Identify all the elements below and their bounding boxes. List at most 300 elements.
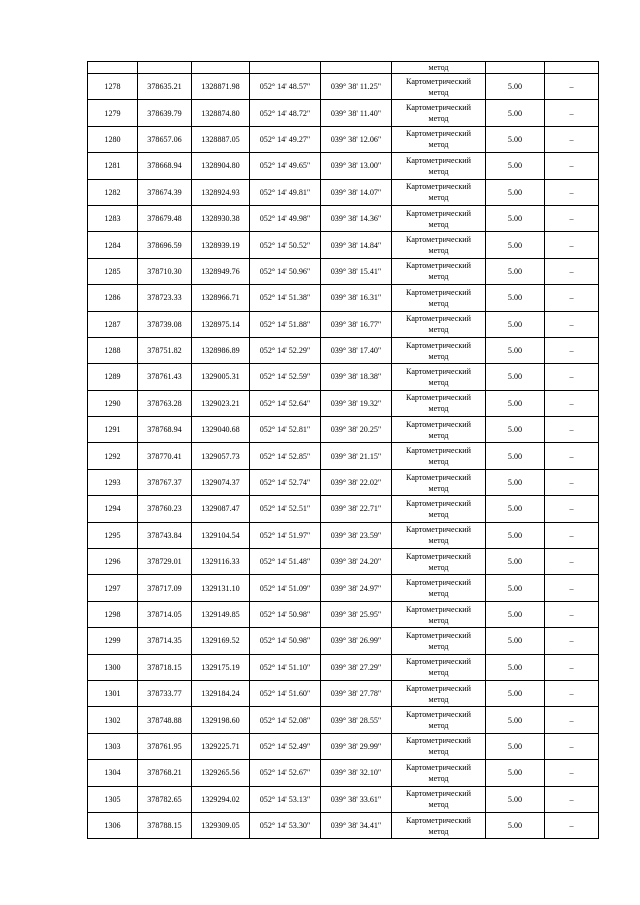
method-cell bbox=[392, 469, 486, 495]
y-coordinate-cell: 1328887.05 bbox=[192, 126, 250, 152]
point-number-cell: 1302 bbox=[88, 707, 138, 733]
method-line-2: метод bbox=[428, 562, 449, 572]
method-line-2: метод bbox=[428, 377, 449, 387]
method-line-1: Картометрический bbox=[406, 261, 471, 271]
x-coordinate-cell: 378639.79 bbox=[138, 100, 192, 126]
note-cell: – bbox=[545, 601, 599, 627]
x-coordinate-cell: 378760.23 bbox=[138, 496, 192, 522]
method-line-1: Картометрический bbox=[406, 789, 471, 799]
longitude-cell: 039° 38' 26.99" bbox=[321, 628, 392, 654]
method-line-2: метод bbox=[428, 246, 449, 256]
method-cell bbox=[392, 364, 486, 390]
accuracy-cell: 5.00 bbox=[486, 258, 545, 284]
method-line-2: метод bbox=[428, 483, 449, 493]
x-coordinate-cell: 378679.48 bbox=[138, 205, 192, 231]
point-number-cell: 1293 bbox=[88, 469, 138, 495]
note-cell: – bbox=[545, 337, 599, 363]
point-number-cell: 1306 bbox=[88, 812, 138, 838]
method-line-2: метод bbox=[428, 298, 449, 308]
method-line-2: метод bbox=[428, 404, 449, 414]
longitude-cell: 039° 38' 12.06" bbox=[321, 126, 392, 152]
method-cell bbox=[392, 126, 486, 152]
method-cell bbox=[392, 100, 486, 126]
accuracy-cell: 5.00 bbox=[486, 126, 545, 152]
longitude-cell: 039° 38' 24.97" bbox=[321, 575, 392, 601]
y-coordinate-cell: 1328949.76 bbox=[192, 258, 250, 284]
note-cell: – bbox=[545, 417, 599, 443]
point-number-cell: 1294 bbox=[88, 496, 138, 522]
x-coordinate-cell: 378768.21 bbox=[138, 760, 192, 786]
x-coordinate-cell: 378782.65 bbox=[138, 786, 192, 812]
top-cell-method: метод bbox=[392, 62, 486, 74]
accuracy-cell: 5.00 bbox=[486, 707, 545, 733]
method-line-1: Картометрический bbox=[406, 578, 471, 588]
note-cell: – bbox=[545, 74, 599, 100]
table-row bbox=[88, 575, 599, 601]
table-row bbox=[88, 707, 599, 733]
longitude-cell: 039° 38' 27.78" bbox=[321, 680, 392, 706]
method-line-1: Картометрический bbox=[406, 235, 471, 245]
accuracy-cell: 5.00 bbox=[486, 549, 545, 575]
y-coordinate-cell: 1328874.80 bbox=[192, 100, 250, 126]
x-coordinate-cell: 378717.09 bbox=[138, 575, 192, 601]
latitude-cell: 052° 14' 51.60" bbox=[250, 680, 321, 706]
x-coordinate-cell: 378714.05 bbox=[138, 601, 192, 627]
latitude-cell: 052° 14' 52.67" bbox=[250, 760, 321, 786]
method-cell bbox=[392, 179, 486, 205]
latitude-cell: 052° 14' 48.72" bbox=[250, 100, 321, 126]
note-cell: – bbox=[545, 205, 599, 231]
point-number-cell: 1300 bbox=[88, 654, 138, 680]
x-coordinate-cell: 378723.33 bbox=[138, 285, 192, 311]
top-cell bbox=[138, 62, 192, 74]
method-cell bbox=[392, 733, 486, 759]
accuracy-cell: 5.00 bbox=[486, 469, 545, 495]
latitude-cell: 052° 14' 52.64" bbox=[250, 390, 321, 416]
top-cell bbox=[250, 62, 321, 74]
longitude-cell: 039° 38' 19.32" bbox=[321, 390, 392, 416]
method-line-1: Картометрический bbox=[406, 393, 471, 403]
accuracy-cell: 5.00 bbox=[486, 628, 545, 654]
method-cell bbox=[392, 443, 486, 469]
point-number-cell: 1287 bbox=[88, 311, 138, 337]
note-cell: – bbox=[545, 311, 599, 337]
latitude-cell: 052° 14' 50.98" bbox=[250, 628, 321, 654]
y-coordinate-cell: 1329131.10 bbox=[192, 575, 250, 601]
longitude-cell: 039° 38' 15.41" bbox=[321, 258, 392, 284]
top-cell bbox=[192, 62, 250, 74]
point-number-cell: 1284 bbox=[88, 232, 138, 258]
longitude-cell: 039° 38' 21.15" bbox=[321, 443, 392, 469]
y-coordinate-cell: 1328904.80 bbox=[192, 153, 250, 179]
longitude-cell: 039° 38' 34.41" bbox=[321, 812, 392, 838]
method-line-1: Картометрический bbox=[406, 446, 471, 456]
note-cell: – bbox=[545, 469, 599, 495]
longitude-cell: 039° 38' 11.40" bbox=[321, 100, 392, 126]
latitude-cell: 052° 14' 53.30" bbox=[250, 812, 321, 838]
y-coordinate-cell: 1329087.47 bbox=[192, 496, 250, 522]
method-line-2: метод bbox=[428, 457, 449, 467]
x-coordinate-cell: 378733.77 bbox=[138, 680, 192, 706]
longitude-cell: 039° 38' 16.31" bbox=[321, 285, 392, 311]
longitude-cell: 039° 38' 23.59" bbox=[321, 522, 392, 548]
point-number-cell: 1282 bbox=[88, 179, 138, 205]
note-cell: – bbox=[545, 733, 599, 759]
latitude-cell: 052° 14' 51.10" bbox=[250, 654, 321, 680]
method-line-1: Картометрический bbox=[406, 525, 471, 535]
table-row bbox=[88, 337, 599, 363]
latitude-cell: 052° 14' 52.29" bbox=[250, 337, 321, 363]
y-coordinate-cell: 1329149.85 bbox=[192, 601, 250, 627]
point-number-cell: 1295 bbox=[88, 522, 138, 548]
longitude-cell: 039° 38' 29.99" bbox=[321, 733, 392, 759]
point-number-cell: 1279 bbox=[88, 100, 138, 126]
latitude-cell: 052° 14' 52.59" bbox=[250, 364, 321, 390]
method-line-2: метод bbox=[428, 272, 449, 282]
method-line-2: метод bbox=[428, 114, 449, 124]
method-cell bbox=[392, 654, 486, 680]
note-cell: – bbox=[545, 364, 599, 390]
accuracy-cell: 5.00 bbox=[486, 443, 545, 469]
y-coordinate-cell: 1328986.89 bbox=[192, 337, 250, 363]
table-row bbox=[88, 153, 599, 179]
y-coordinate-cell: 1329169.52 bbox=[192, 628, 250, 654]
method-line-1: Картометрический bbox=[406, 76, 471, 86]
y-coordinate-cell: 1329265.56 bbox=[192, 760, 250, 786]
y-coordinate-cell: 1329175.19 bbox=[192, 654, 250, 680]
accuracy-cell: 5.00 bbox=[486, 760, 545, 786]
method-line-1: Картометрический bbox=[406, 103, 471, 113]
y-coordinate-cell: 1328924.93 bbox=[192, 179, 250, 205]
accuracy-cell: 5.00 bbox=[486, 417, 545, 443]
method-line-2: метод bbox=[428, 509, 449, 519]
longitude-cell: 039° 38' 13.00" bbox=[321, 153, 392, 179]
point-number-cell: 1278 bbox=[88, 74, 138, 100]
x-coordinate-cell: 378767.37 bbox=[138, 469, 192, 495]
method-cell bbox=[392, 812, 486, 838]
method-cell bbox=[392, 628, 486, 654]
table-row bbox=[88, 469, 599, 495]
longitude-cell: 039° 38' 14.07" bbox=[321, 179, 392, 205]
x-coordinate-cell: 378710.30 bbox=[138, 258, 192, 284]
y-coordinate-cell: 1328975.14 bbox=[192, 311, 250, 337]
accuracy-cell: 5.00 bbox=[486, 733, 545, 759]
accuracy-cell: 5.00 bbox=[486, 179, 545, 205]
latitude-cell: 052° 14' 51.88" bbox=[250, 311, 321, 337]
accuracy-cell: 5.00 bbox=[486, 205, 545, 231]
note-cell: – bbox=[545, 179, 599, 205]
method-line-2: метод bbox=[428, 694, 449, 704]
method-line-1: Картометрический bbox=[406, 287, 471, 297]
method-line-2: метод bbox=[428, 589, 449, 599]
latitude-cell: 052° 14' 52.85" bbox=[250, 443, 321, 469]
method-cell bbox=[392, 549, 486, 575]
method-line-2: метод bbox=[428, 87, 449, 97]
note-cell: – bbox=[545, 628, 599, 654]
accuracy-cell: 5.00 bbox=[486, 153, 545, 179]
y-coordinate-cell: 1329294.02 bbox=[192, 786, 250, 812]
method-line-1: Картометрический bbox=[406, 630, 471, 640]
latitude-cell: 052° 14' 51.48" bbox=[250, 549, 321, 575]
point-number-cell: 1297 bbox=[88, 575, 138, 601]
point-number-cell: 1280 bbox=[88, 126, 138, 152]
table-row bbox=[88, 205, 599, 231]
accuracy-cell: 5.00 bbox=[486, 812, 545, 838]
latitude-cell: 052° 14' 52.49" bbox=[250, 733, 321, 759]
latitude-cell: 052° 14' 50.98" bbox=[250, 601, 321, 627]
latitude-cell: 052° 14' 52.08" bbox=[250, 707, 321, 733]
method-line-2: метод bbox=[428, 826, 449, 836]
table-row bbox=[88, 100, 599, 126]
longitude-cell: 039° 38' 33.61" bbox=[321, 786, 392, 812]
method-line-1: Картометрический bbox=[406, 340, 471, 350]
note-cell: – bbox=[545, 390, 599, 416]
method-line-1: Картометрический bbox=[406, 604, 471, 614]
note-cell: – bbox=[545, 680, 599, 706]
accuracy-cell: 5.00 bbox=[486, 311, 545, 337]
table-row bbox=[88, 417, 599, 443]
x-coordinate-cell: 378751.82 bbox=[138, 337, 192, 363]
method-cell bbox=[392, 285, 486, 311]
x-coordinate-cell: 378743.84 bbox=[138, 522, 192, 548]
table-row bbox=[88, 74, 599, 100]
accuracy-cell: 5.00 bbox=[486, 390, 545, 416]
point-number-cell: 1289 bbox=[88, 364, 138, 390]
table-row bbox=[88, 496, 599, 522]
y-coordinate-cell: 1329074.37 bbox=[192, 469, 250, 495]
note-cell: – bbox=[545, 575, 599, 601]
table-row bbox=[88, 812, 599, 838]
method-line-2: метод bbox=[428, 536, 449, 546]
x-coordinate-cell: 378674.39 bbox=[138, 179, 192, 205]
method-cell bbox=[392, 522, 486, 548]
y-coordinate-cell: 1328930.38 bbox=[192, 205, 250, 231]
method-cell bbox=[392, 74, 486, 100]
table-row bbox=[88, 179, 599, 205]
table-body bbox=[88, 62, 599, 839]
method-cell bbox=[392, 680, 486, 706]
method-line-1: Картометрический bbox=[406, 498, 471, 508]
note-cell: – bbox=[545, 153, 599, 179]
table-row bbox=[88, 364, 599, 390]
point-number-cell: 1296 bbox=[88, 549, 138, 575]
x-coordinate-cell: 378657.06 bbox=[138, 126, 192, 152]
accuracy-cell: 5.00 bbox=[486, 575, 545, 601]
longitude-cell: 039° 38' 11.25" bbox=[321, 74, 392, 100]
longitude-cell: 039° 38' 22.02" bbox=[321, 469, 392, 495]
method-cell bbox=[392, 575, 486, 601]
note-cell: – bbox=[545, 126, 599, 152]
longitude-cell: 039° 38' 14.84" bbox=[321, 232, 392, 258]
note-cell: – bbox=[545, 522, 599, 548]
note-cell: – bbox=[545, 496, 599, 522]
longitude-cell: 039° 38' 27.29" bbox=[321, 654, 392, 680]
method-cell bbox=[392, 311, 486, 337]
x-coordinate-cell: 378739.08 bbox=[138, 311, 192, 337]
method-line-2: метод bbox=[428, 773, 449, 783]
longitude-cell: 039° 38' 22.71" bbox=[321, 496, 392, 522]
top-cell bbox=[88, 62, 138, 74]
note-cell: – bbox=[545, 285, 599, 311]
point-number-cell: 1286 bbox=[88, 285, 138, 311]
latitude-cell: 052° 14' 50.52" bbox=[250, 232, 321, 258]
method-cell bbox=[392, 786, 486, 812]
latitude-cell: 052° 14' 52.51" bbox=[250, 496, 321, 522]
method-line-1: Картометрический bbox=[406, 736, 471, 746]
point-number-cell: 1292 bbox=[88, 443, 138, 469]
x-coordinate-cell: 378718.15 bbox=[138, 654, 192, 680]
point-number-cell: 1298 bbox=[88, 601, 138, 627]
method-line-1: Картометрический bbox=[406, 683, 471, 693]
method-line-2: метод bbox=[428, 668, 449, 678]
accuracy-cell: 5.00 bbox=[486, 285, 545, 311]
longitude-cell: 039° 38' 20.25" bbox=[321, 417, 392, 443]
accuracy-cell: 5.00 bbox=[486, 232, 545, 258]
top-cell bbox=[545, 62, 599, 74]
latitude-cell: 052° 14' 49.98" bbox=[250, 205, 321, 231]
note-cell: – bbox=[545, 100, 599, 126]
table-row bbox=[88, 549, 599, 575]
method-line-1: Картометрический bbox=[406, 472, 471, 482]
table-row bbox=[88, 285, 599, 311]
latitude-cell: 052° 14' 52.74" bbox=[250, 469, 321, 495]
y-coordinate-cell: 1328871.98 bbox=[192, 74, 250, 100]
latitude-cell: 052° 14' 51.09" bbox=[250, 575, 321, 601]
method-line-1: Картометрический bbox=[406, 182, 471, 192]
y-coordinate-cell: 1329225.71 bbox=[192, 733, 250, 759]
x-coordinate-cell: 378748.88 bbox=[138, 707, 192, 733]
accuracy-cell: 5.00 bbox=[486, 337, 545, 363]
table-row bbox=[88, 760, 599, 786]
latitude-cell: 052° 14' 51.38" bbox=[250, 285, 321, 311]
method-line-1: Картометрический bbox=[406, 129, 471, 139]
method-line-1: Картометрический bbox=[406, 657, 471, 667]
note-cell: – bbox=[545, 549, 599, 575]
table-row bbox=[88, 443, 599, 469]
method-line-2: метод bbox=[428, 747, 449, 757]
accuracy-cell: 5.00 bbox=[486, 654, 545, 680]
y-coordinate-cell: 1329184.24 bbox=[192, 680, 250, 706]
coordinates-table bbox=[87, 61, 599, 839]
point-number-cell: 1281 bbox=[88, 153, 138, 179]
top-cell bbox=[321, 62, 392, 74]
longitude-cell: 039° 38' 18.38" bbox=[321, 364, 392, 390]
table-row bbox=[88, 390, 599, 416]
method-cell bbox=[392, 337, 486, 363]
y-coordinate-cell: 1329309.05 bbox=[192, 812, 250, 838]
y-coordinate-cell: 1329023.21 bbox=[192, 390, 250, 416]
longitude-cell: 039° 38' 16.77" bbox=[321, 311, 392, 337]
x-coordinate-cell: 378635.21 bbox=[138, 74, 192, 100]
note-cell: – bbox=[545, 443, 599, 469]
y-coordinate-cell: 1329198.60 bbox=[192, 707, 250, 733]
longitude-cell: 039° 38' 17.40" bbox=[321, 337, 392, 363]
point-number-cell: 1288 bbox=[88, 337, 138, 363]
longitude-cell: 039° 38' 28.55" bbox=[321, 707, 392, 733]
method-line-2: метод bbox=[428, 800, 449, 810]
latitude-cell: 052° 14' 49.65" bbox=[250, 153, 321, 179]
latitude-cell: 052° 14' 48.57" bbox=[250, 74, 321, 100]
point-number-cell: 1283 bbox=[88, 205, 138, 231]
x-coordinate-cell: 378768.94 bbox=[138, 417, 192, 443]
latitude-cell: 052° 14' 53.13" bbox=[250, 786, 321, 812]
method-line-1: Картометрический bbox=[406, 815, 471, 825]
note-cell: – bbox=[545, 760, 599, 786]
method-line-1: Картометрический bbox=[406, 366, 471, 376]
latitude-cell: 052° 14' 49.81" bbox=[250, 179, 321, 205]
point-number-cell: 1304 bbox=[88, 760, 138, 786]
method-line-2: метод bbox=[428, 351, 449, 361]
method-cell bbox=[392, 390, 486, 416]
accuracy-cell: 5.00 bbox=[486, 786, 545, 812]
y-coordinate-cell: 1329057.73 bbox=[192, 443, 250, 469]
method-line-1: Картометрический bbox=[406, 419, 471, 429]
continuation-row bbox=[88, 62, 599, 74]
note-cell: – bbox=[545, 258, 599, 284]
x-coordinate-cell: 378788.15 bbox=[138, 812, 192, 838]
latitude-cell: 052° 14' 52.81" bbox=[250, 417, 321, 443]
method-line-2: метод bbox=[428, 219, 449, 229]
method-cell bbox=[392, 258, 486, 284]
method-line-1: Картометрический bbox=[406, 208, 471, 218]
method-cell bbox=[392, 153, 486, 179]
point-number-cell: 1285 bbox=[88, 258, 138, 284]
table-row bbox=[88, 601, 599, 627]
method-cell bbox=[392, 601, 486, 627]
method-cell bbox=[392, 205, 486, 231]
latitude-cell: 052° 14' 49.27" bbox=[250, 126, 321, 152]
x-coordinate-cell: 378696.59 bbox=[138, 232, 192, 258]
y-coordinate-cell: 1329104.54 bbox=[192, 522, 250, 548]
method-line-2: метод bbox=[428, 140, 449, 150]
method-line-1: Картометрический bbox=[406, 551, 471, 561]
table-row bbox=[88, 258, 599, 284]
table-row bbox=[88, 311, 599, 337]
y-coordinate-cell: 1329116.33 bbox=[192, 549, 250, 575]
method-line-2: метод bbox=[428, 641, 449, 651]
point-number-cell: 1301 bbox=[88, 680, 138, 706]
method-cell bbox=[392, 707, 486, 733]
accuracy-cell: 5.00 bbox=[486, 680, 545, 706]
method-cell bbox=[392, 417, 486, 443]
method-line-2: метод bbox=[428, 166, 449, 176]
y-coordinate-cell: 1329005.31 bbox=[192, 364, 250, 390]
method-line-2: метод bbox=[428, 193, 449, 203]
latitude-cell: 052° 14' 51.97" bbox=[250, 522, 321, 548]
table-row bbox=[88, 126, 599, 152]
point-number-cell: 1303 bbox=[88, 733, 138, 759]
y-coordinate-cell: 1328966.71 bbox=[192, 285, 250, 311]
longitude-cell: 039° 38' 24.20" bbox=[321, 549, 392, 575]
table-row bbox=[88, 680, 599, 706]
table-row bbox=[88, 232, 599, 258]
table-row bbox=[88, 628, 599, 654]
method-cell bbox=[392, 232, 486, 258]
note-cell: – bbox=[545, 232, 599, 258]
point-number-cell: 1299 bbox=[88, 628, 138, 654]
table-row bbox=[88, 654, 599, 680]
top-cell bbox=[486, 62, 545, 74]
y-coordinate-cell: 1329040.68 bbox=[192, 417, 250, 443]
x-coordinate-cell: 378761.43 bbox=[138, 364, 192, 390]
accuracy-cell: 5.00 bbox=[486, 496, 545, 522]
x-coordinate-cell: 378668.94 bbox=[138, 153, 192, 179]
table-row bbox=[88, 522, 599, 548]
x-coordinate-cell: 378714.35 bbox=[138, 628, 192, 654]
longitude-cell: 039° 38' 14.36" bbox=[321, 205, 392, 231]
point-number-cell: 1290 bbox=[88, 390, 138, 416]
note-cell: – bbox=[545, 812, 599, 838]
